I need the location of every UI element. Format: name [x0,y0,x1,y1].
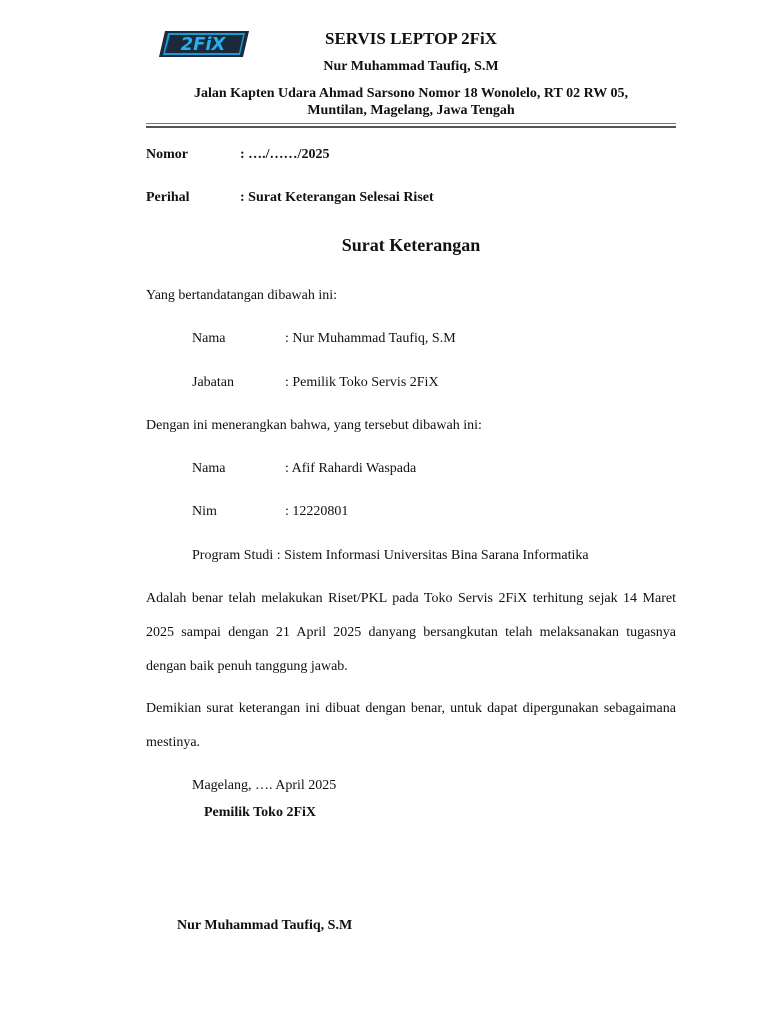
nomor-value: : …./……/2025 [240,147,330,162]
subject-nim-label: Nim [192,504,217,519]
signer-name: Nur Muhammad Taufiq, S.M [177,918,353,933]
subject-prodi: Program Studi : Sistem Informasi Universitas Bina Sarana Informatika [192,548,589,563]
company-owner: Nur Muhammad Taufiq, S.M [323,59,499,74]
subject-nama-value: : Afif Rahardi Waspada [285,461,417,476]
paragraph-statement: Adalah benar telah melakukan Riset/PKL pada Toko Servis 2FiX terhitung sejak 14 Maret 2025 sampai dengan 21 April 2025 danyang bersangkutan telah melaksanakan tugasnya dengan baik penuh tanggung jawab. [146,591,676,674]
company-address [146,85,676,119]
signer-jabatan-label: Jabatan [192,375,234,390]
signer-nama-value: : Nur Muhammad Taufiq, S.M [285,331,456,346]
address-line-1: Jalan Kapten Udara Ahmad Sarsono Nomor 18 Wonolelo, RT 02 RW 05, [194,86,628,101]
signer-nama-label: Nama [192,331,226,346]
logo-text: 2FiX [180,34,226,55]
perihal-label: Perihal [146,190,190,205]
signer-intro: Yang bertandatangan dibawah ini: [146,288,338,303]
subject-nim-value: : 12220801 [285,504,349,519]
signer-position: Pemilik Toko 2FiX [204,805,317,820]
signer-jabatan-value: : Pemilik Toko Servis 2FiX [285,375,439,390]
place-date: Magelang, …. April 2025 [192,778,337,793]
company-name: SERVIS LEPTOP 2FiX [325,29,497,48]
paragraph-closing: Demikian surat keterangan ini dibuat dengan benar, untuk dapat dipergunakan sebagaimana mestinya. [146,701,676,750]
document-title: Surat Keterangan [341,235,481,255]
address-line-2: Muntilan, Magelang, Jawa Tengah [307,103,515,118]
subject-nama-label: Nama [192,461,226,476]
nomor-label: Nomor [146,147,188,162]
subject-intro: Dengan ini menerangkan bahwa, yang tersebut dibawah ini: [146,418,482,433]
perihal-value: : Surat Keterangan Selesai Riset [240,190,434,205]
letterhead-divider-thin [146,123,676,124]
letterhead-divider-thick [146,126,676,128]
